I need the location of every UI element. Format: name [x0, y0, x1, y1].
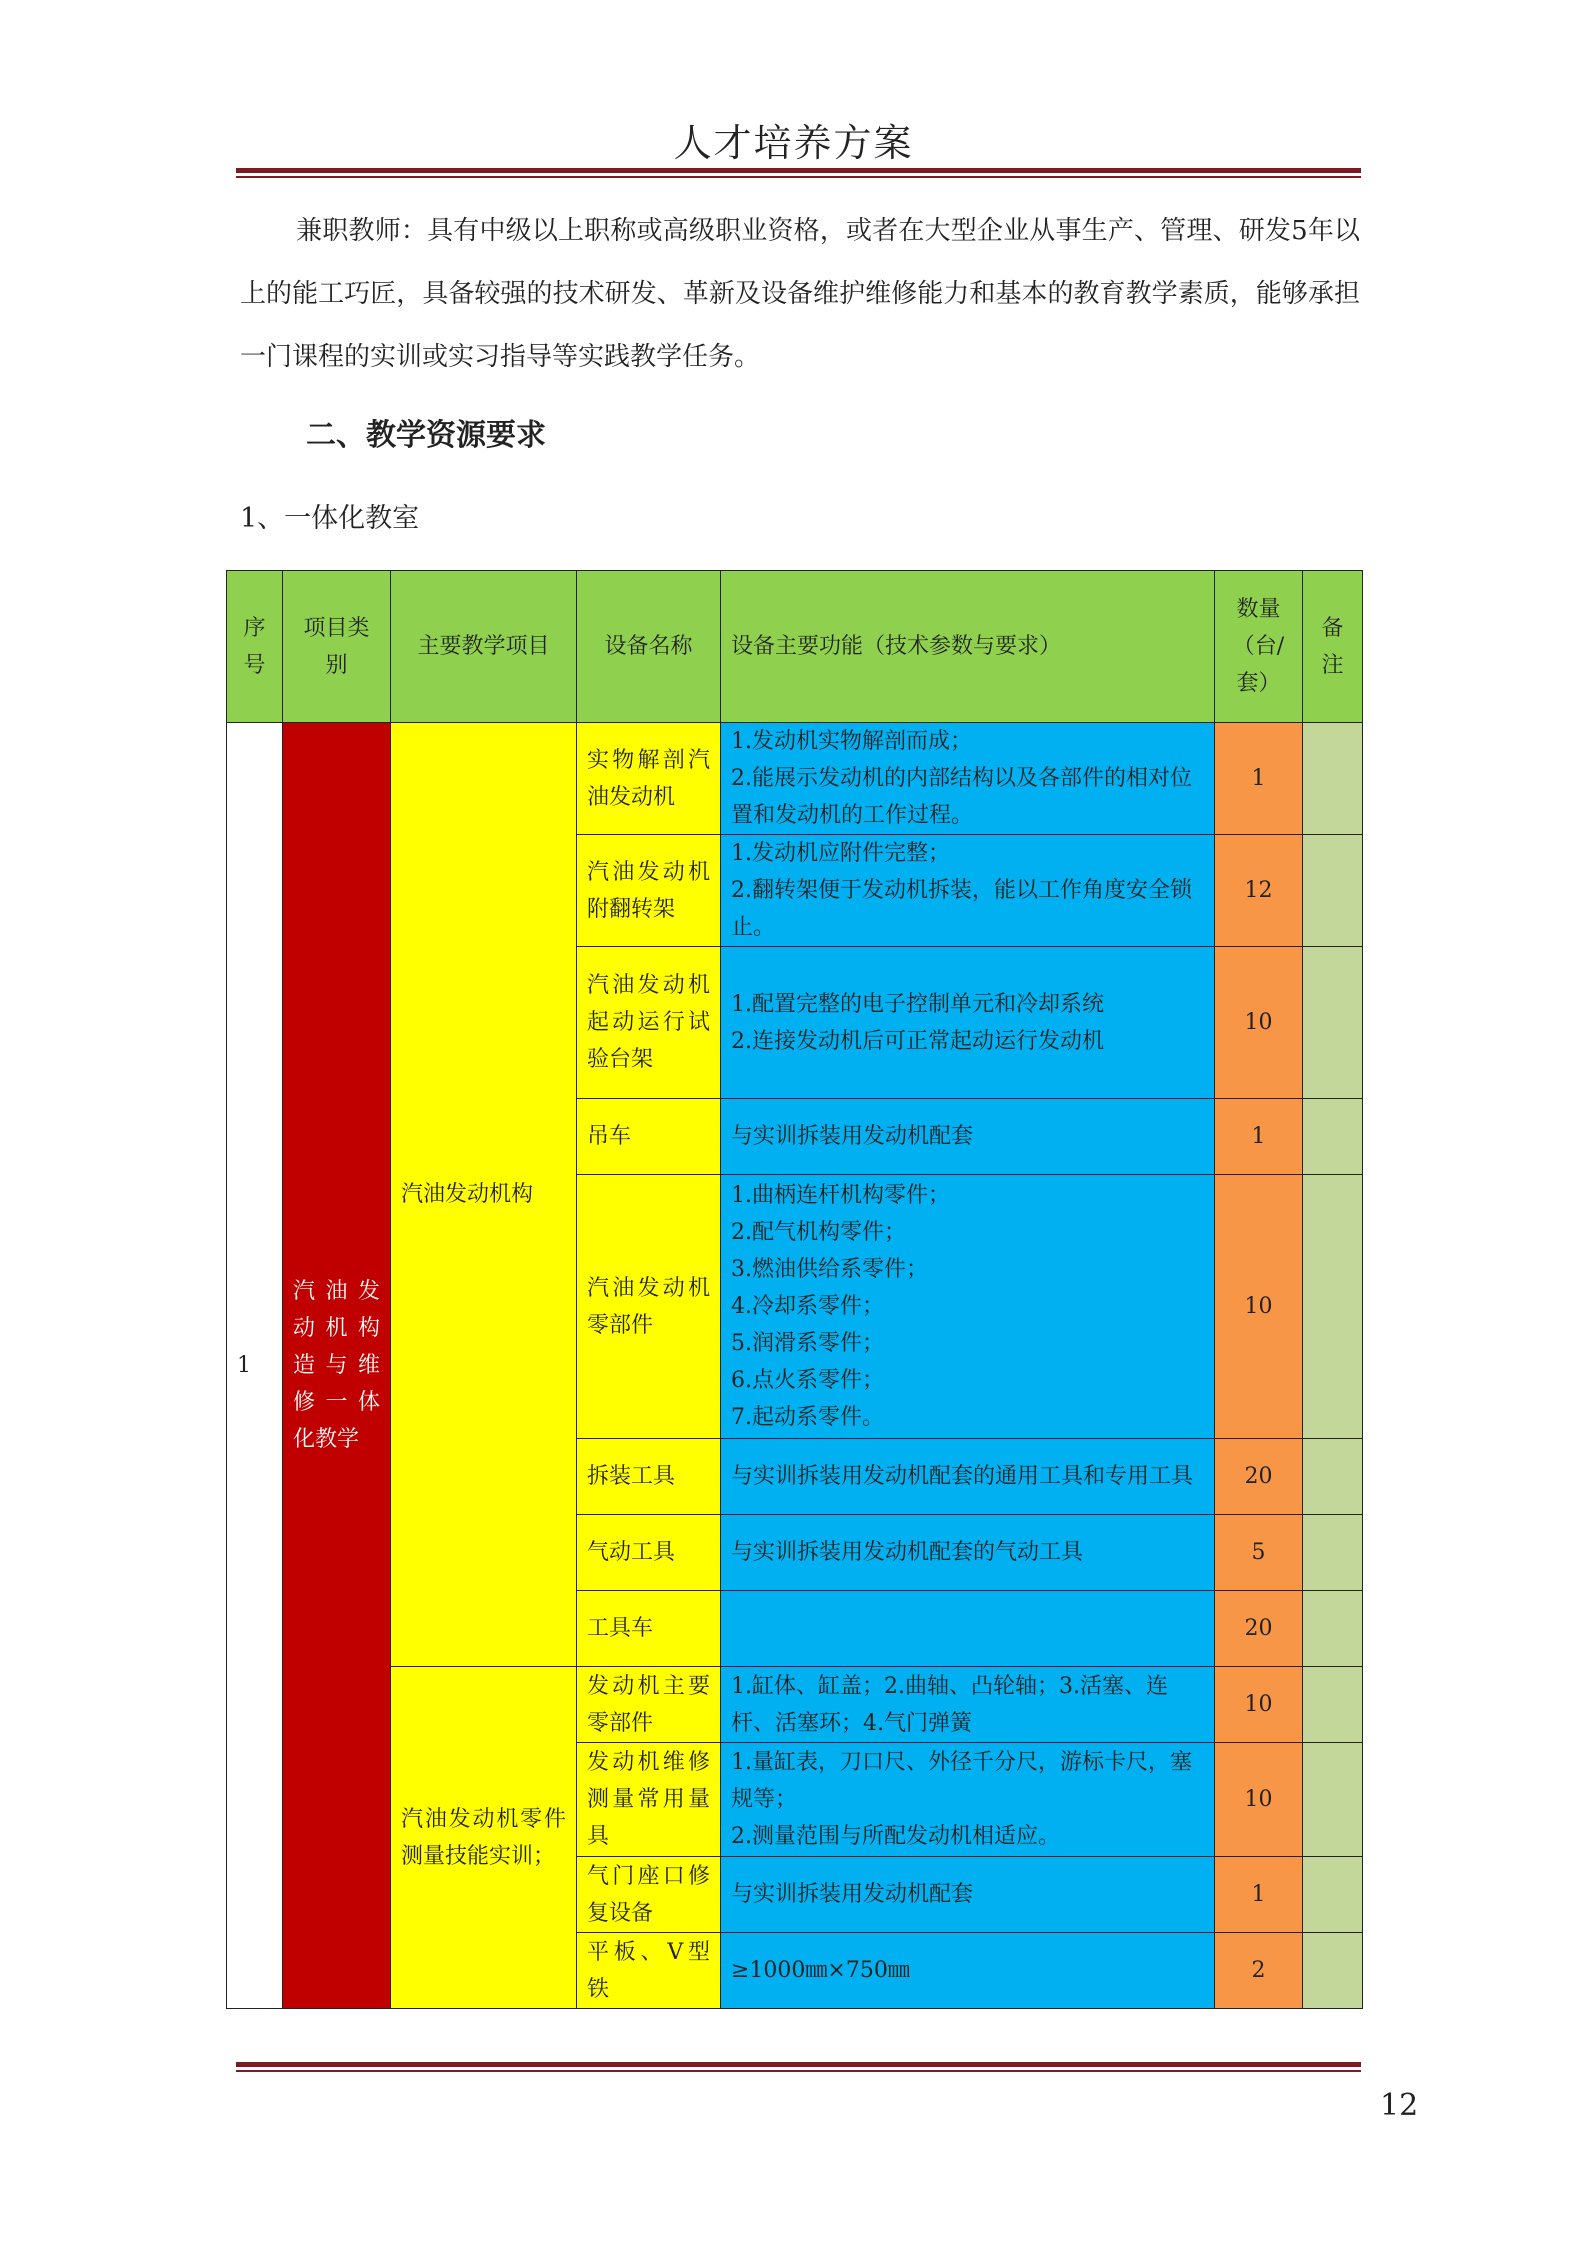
cell-qty: 20 [1215, 1591, 1303, 1667]
cell-seq: 1 [227, 723, 283, 2009]
cell-function [721, 1743, 1215, 1857]
function-line: 3.燃油供给系零件； [731, 1257, 928, 1282]
cell-device: 实物解剖汽油发动机 [577, 723, 721, 835]
cell-note [1303, 835, 1363, 947]
cell-note [1303, 1099, 1363, 1175]
function-line: 1.缸体、缸盖；2.曲轴、凸轮轴；3.活塞、连杆、活塞环；4.气门弹簧 [731, 1673, 1168, 1736]
cell-qty: 1 [1215, 1099, 1303, 1175]
function-line: 1.配置完整的电子控制单元和冷却系统 [731, 991, 1104, 1017]
cell-function [721, 1515, 1215, 1591]
cell-qty: 20 [1215, 1439, 1303, 1515]
cell-note [1303, 1667, 1363, 1743]
table-row [227, 1667, 1363, 1743]
function-line: 7.起动系零件。 [731, 1405, 884, 1430]
cell-device: 气动工具 [577, 1515, 721, 1591]
cell-function [721, 1667, 1215, 1743]
cell-function [721, 947, 1215, 1099]
cell-qty: 1 [1215, 723, 1303, 835]
function-line: 5.润滑系零件； [731, 1331, 884, 1356]
cell-project: 汽油发动机构 [391, 723, 577, 1667]
footer-rule [236, 2062, 1361, 2072]
cell-device: 发动机维修测量常用量具 [577, 1743, 721, 1857]
header-qty: 数量（台/套） [1215, 571, 1303, 723]
cell-device: 发动机主要零部件 [577, 1667, 721, 1743]
header-device: 设备名称 [577, 571, 721, 723]
section-heading: 二、教学资源要求 [306, 418, 546, 453]
cell-device: 平板、V型铁 [577, 1933, 721, 2009]
table-row [227, 723, 1363, 835]
cell-device: 工具车 [577, 1591, 721, 1667]
cell-note [1303, 1591, 1363, 1667]
cell-note [1303, 947, 1363, 1099]
function-line: 与实训拆装用发动机配套的通用工具和专用工具 [731, 1464, 1194, 1489]
header-note: 备注 [1303, 571, 1363, 723]
subsection-heading: 1、一体化教室 [240, 503, 420, 534]
cell-device: 气门座口修复设备 [577, 1857, 721, 1933]
cell-qty: 5 [1215, 1515, 1303, 1591]
cell-qty: 2 [1215, 1933, 1303, 2009]
cell-project: 汽油发动机零件测量技能实训； [391, 1667, 577, 2009]
function-line: 1.发动机应附件完整； [731, 841, 950, 866]
function-line: 与实训拆装用发动机配套 [731, 1882, 974, 1907]
cell-qty: 10 [1215, 1667, 1303, 1743]
function-line: ≥1000㎜×750㎜ [731, 1958, 910, 1983]
intro-paragraph [240, 200, 1360, 389]
function-line: 与实训拆装用发动机配套的气动工具 [731, 1540, 1084, 1565]
cell-device: 汽油发动机附翻转架 [577, 835, 721, 947]
cell-device: 汽油发动机起动运行试验台架 [577, 947, 721, 1099]
cell-qty: 10 [1215, 1175, 1303, 1439]
cell-device: 汽油发动机零部件 [577, 1175, 721, 1439]
cell-note [1303, 1175, 1363, 1439]
header-rule [236, 168, 1361, 178]
function-line: 6.点火系零件； [731, 1368, 884, 1393]
teaching-resources-table [226, 570, 1363, 2009]
function-line: 2.翻转架便于发动机拆装，能以工作角度安全锁止。 [731, 878, 1192, 940]
cell-function [721, 1933, 1215, 2009]
page-header-title: 人才培养方案 [673, 121, 914, 165]
header-project: 主要教学项目 [391, 571, 577, 723]
cell-function [721, 1857, 1215, 1933]
function-line: 2.能展示发动机的内部结构以及各部件的相对位置和发动机的工作过程。 [731, 766, 1192, 828]
function-line: 与实训拆装用发动机配套 [731, 1124, 974, 1149]
cell-qty: 10 [1215, 1743, 1303, 1857]
header-seq: 序号 [227, 571, 283, 723]
function-line: 4.冷却系零件； [731, 1294, 884, 1319]
cell-note [1303, 1439, 1363, 1515]
intro-text: 兼职教师：具有中级以上职称或高级职业资格，或者在大型企业从事生产、管理、研发5年以上的能工巧匠，具备较强的技术研发、革新及设备维护维修能力和基本的教育教学素质，能够承担一门课程的实训或实习指导等实践教学任务。 [240, 216, 1360, 372]
cell-note [1303, 723, 1363, 835]
cell-function [721, 1591, 1215, 1667]
cell-function [721, 1439, 1215, 1515]
function-line: 1.量缸表，刀口尺、外径千分尺，游标卡尺，塞规等； [731, 1750, 1192, 1812]
table-header-row [227, 571, 1363, 723]
cell-function [721, 723, 1215, 835]
cell-qty: 1 [1215, 1857, 1303, 1933]
cell-function [721, 1175, 1215, 1439]
cell-device: 拆装工具 [577, 1439, 721, 1515]
cell-qty: 10 [1215, 947, 1303, 1099]
cell-category: 汽油发动机构造与维修一体化教学 [283, 723, 391, 2009]
header-category: 项目类别 [283, 571, 391, 723]
cell-device: 吊车 [577, 1099, 721, 1175]
cell-function [721, 1099, 1215, 1175]
cell-qty: 12 [1215, 835, 1303, 947]
cell-note [1303, 1743, 1363, 1857]
page-number: 12 [1380, 2088, 1419, 2123]
cell-note [1303, 1515, 1363, 1591]
function-line: 2.测量范围与所配发动机相适应。 [731, 1824, 1060, 1849]
function-line: 1.发动机实物解剖而成； [731, 729, 972, 754]
header-function: 设备主要功能（技术参数与要求） [721, 571, 1215, 723]
cell-function [721, 835, 1215, 947]
cell-note [1303, 1857, 1363, 1933]
function-line: 1.曲柄连杆机构零件； [731, 1183, 950, 1208]
function-line: 2.配气机构零件； [731, 1220, 906, 1245]
function-line: 2.连接发动机后可正常起动运行发动机 [731, 1028, 1104, 1054]
cell-note [1303, 1933, 1363, 2009]
